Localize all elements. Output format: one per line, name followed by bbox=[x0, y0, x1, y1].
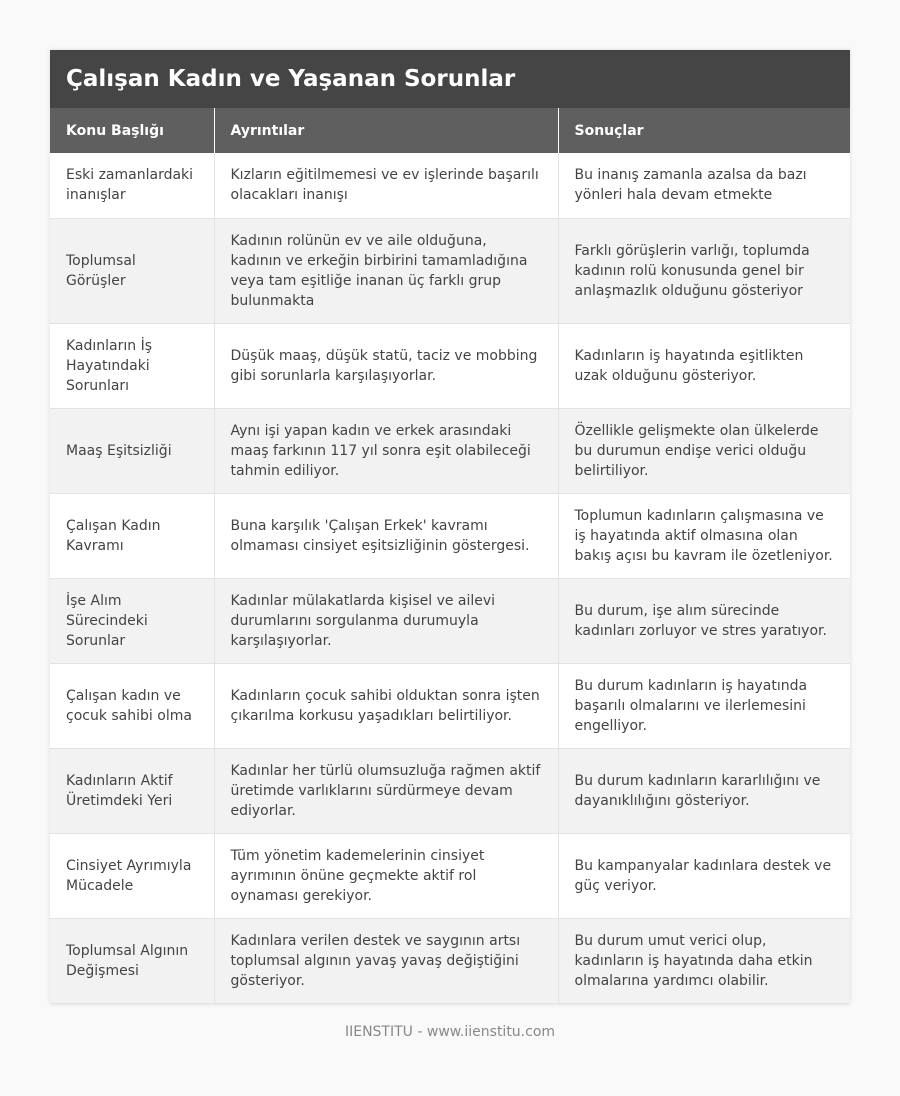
table-row bbox=[50, 748, 850, 833]
table-cell: Kadınların çocuk sahibi olduktan sonra işten çıkarılma korkusu yaşadıkları belirtiliyor. bbox=[214, 663, 558, 748]
table-row bbox=[50, 578, 850, 663]
table-cell: Toplumun kadınların çalışmasına ve iş hayatında aktif olmasına olan bakış açısı bu kavram ile özetleniyor. bbox=[558, 493, 850, 578]
table-row bbox=[50, 833, 850, 918]
table-cell: Düşük maaş, düşük statü, taciz ve mobbing gibi sorunlarla karşılaşıyorlar. bbox=[214, 323, 558, 408]
table-cell: Maaş Eşitsizliği bbox=[50, 408, 214, 493]
table-title: Çalışan Kadın ve Yaşanan Sorunlar bbox=[50, 50, 850, 108]
table-cell: Bu durum kadınların iş hayatında başarılı olmalarını ve ilerlemesini engelliyor. bbox=[558, 663, 850, 748]
table-row bbox=[50, 918, 850, 1003]
table-cell: Çalışan kadın ve çocuk sahibi olma bbox=[50, 663, 214, 748]
table-cell: Bu kampanyalar kadınlara destek ve güç veriyor. bbox=[558, 833, 850, 918]
table-cell: Aynı işi yapan kadın ve erkek arasındaki maaş farkının 117 yıl sonra eşit olabileceği tahmin ediliyor. bbox=[214, 408, 558, 493]
table-cell: Kızların eğitilmemesi ve ev işlerinde başarılı olacakları inanışı bbox=[214, 153, 558, 218]
table-row bbox=[50, 323, 850, 408]
table-cell: Bu durum kadınların kararlılığını ve dayanıklılığını gösteriyor. bbox=[558, 748, 850, 833]
table-cell: Kadınlara verilen destek ve saygının artsı toplumsal algının yavaş yavaş değiştiğini gösteriyor. bbox=[214, 918, 558, 1003]
column-header: Konu Başlığı bbox=[50, 108, 214, 153]
table-cell: Tüm yönetim kademelerinin cinsiyet ayrımının önüne geçmekte aktif rol oynaması gerekiyor. bbox=[214, 833, 558, 918]
footer-credit: IIENSTITU - www.iienstitu.com bbox=[344, 1024, 556, 1040]
table-card bbox=[50, 50, 850, 1004]
table-row bbox=[50, 153, 850, 218]
table-cell: Buna karşılık 'Çalışan Erkek' kavramı olmaması cinsiyet eşitsizliğinin göstergesi. bbox=[214, 493, 558, 578]
table-cell: Özellikle gelişmekte olan ülkelerde bu durumun endişe verici olduğu belirtiliyor. bbox=[558, 408, 850, 493]
table-cell: Farklı görüşlerin varlığı, toplumda kadının rolü konusunda genel bir anlaşmazlık olduğunu gösteriyor bbox=[558, 218, 850, 323]
data-table bbox=[50, 108, 850, 1004]
table-cell: Kadınlar her türlü olumsuzluğa rağmen aktif üretimde varlıklarını sürdürmeye devam ediyorlar. bbox=[214, 748, 558, 833]
table-cell: Bu inanış zamanla azalsa da bazı yönleri hala devam etmekte bbox=[558, 153, 850, 218]
table-cell: Bu durum umut verici olup, kadınların iş hayatında daha etkin olmalarına yardımcı olabilir. bbox=[558, 918, 850, 1003]
table-cell: Kadınların iş hayatında eşitlikten uzak olduğunu gösteriyor. bbox=[558, 323, 850, 408]
column-header: Sonuçlar bbox=[558, 108, 850, 153]
table-cell: Kadının rolünün ev ve aile olduğuna, kadının ve erkeğin birbirini tamamladığına veya tam eşitliğe inanan üç farklı grup bulunmakta bbox=[214, 218, 558, 323]
table-cell: İşe Alım Sürecindeki Sorunlar bbox=[50, 578, 214, 663]
column-header: Ayrıntılar bbox=[214, 108, 558, 153]
table-cell: Eski zamanlardaki inanışlar bbox=[50, 153, 214, 218]
table-row bbox=[50, 218, 850, 323]
table-cell: Çalışan Kadın Kavramı bbox=[50, 493, 214, 578]
table-cell: Toplumsal Görüşler bbox=[50, 218, 214, 323]
table-row bbox=[50, 408, 850, 493]
table-cell: Toplumsal Algının Değişmesi bbox=[50, 918, 214, 1003]
table-cell: Kadınlar mülakatlarda kişisel ve ailevi durumlarını sorgulanma durumuyla karşılaşıyorlar. bbox=[214, 578, 558, 663]
table-row bbox=[50, 493, 850, 578]
table-cell: Bu durum, işe alım sürecinde kadınları zorluyor ve stres yaratıyor. bbox=[558, 578, 850, 663]
header-row bbox=[50, 108, 850, 153]
table-cell: Kadınların Aktif Üretimdeki Yeri bbox=[50, 748, 214, 833]
table-cell: Kadınların İş Hayatındaki Sorunları bbox=[50, 323, 214, 408]
table-cell: Cinsiyet Ayrımıyla Mücadele bbox=[50, 833, 214, 918]
table-row bbox=[50, 663, 850, 748]
